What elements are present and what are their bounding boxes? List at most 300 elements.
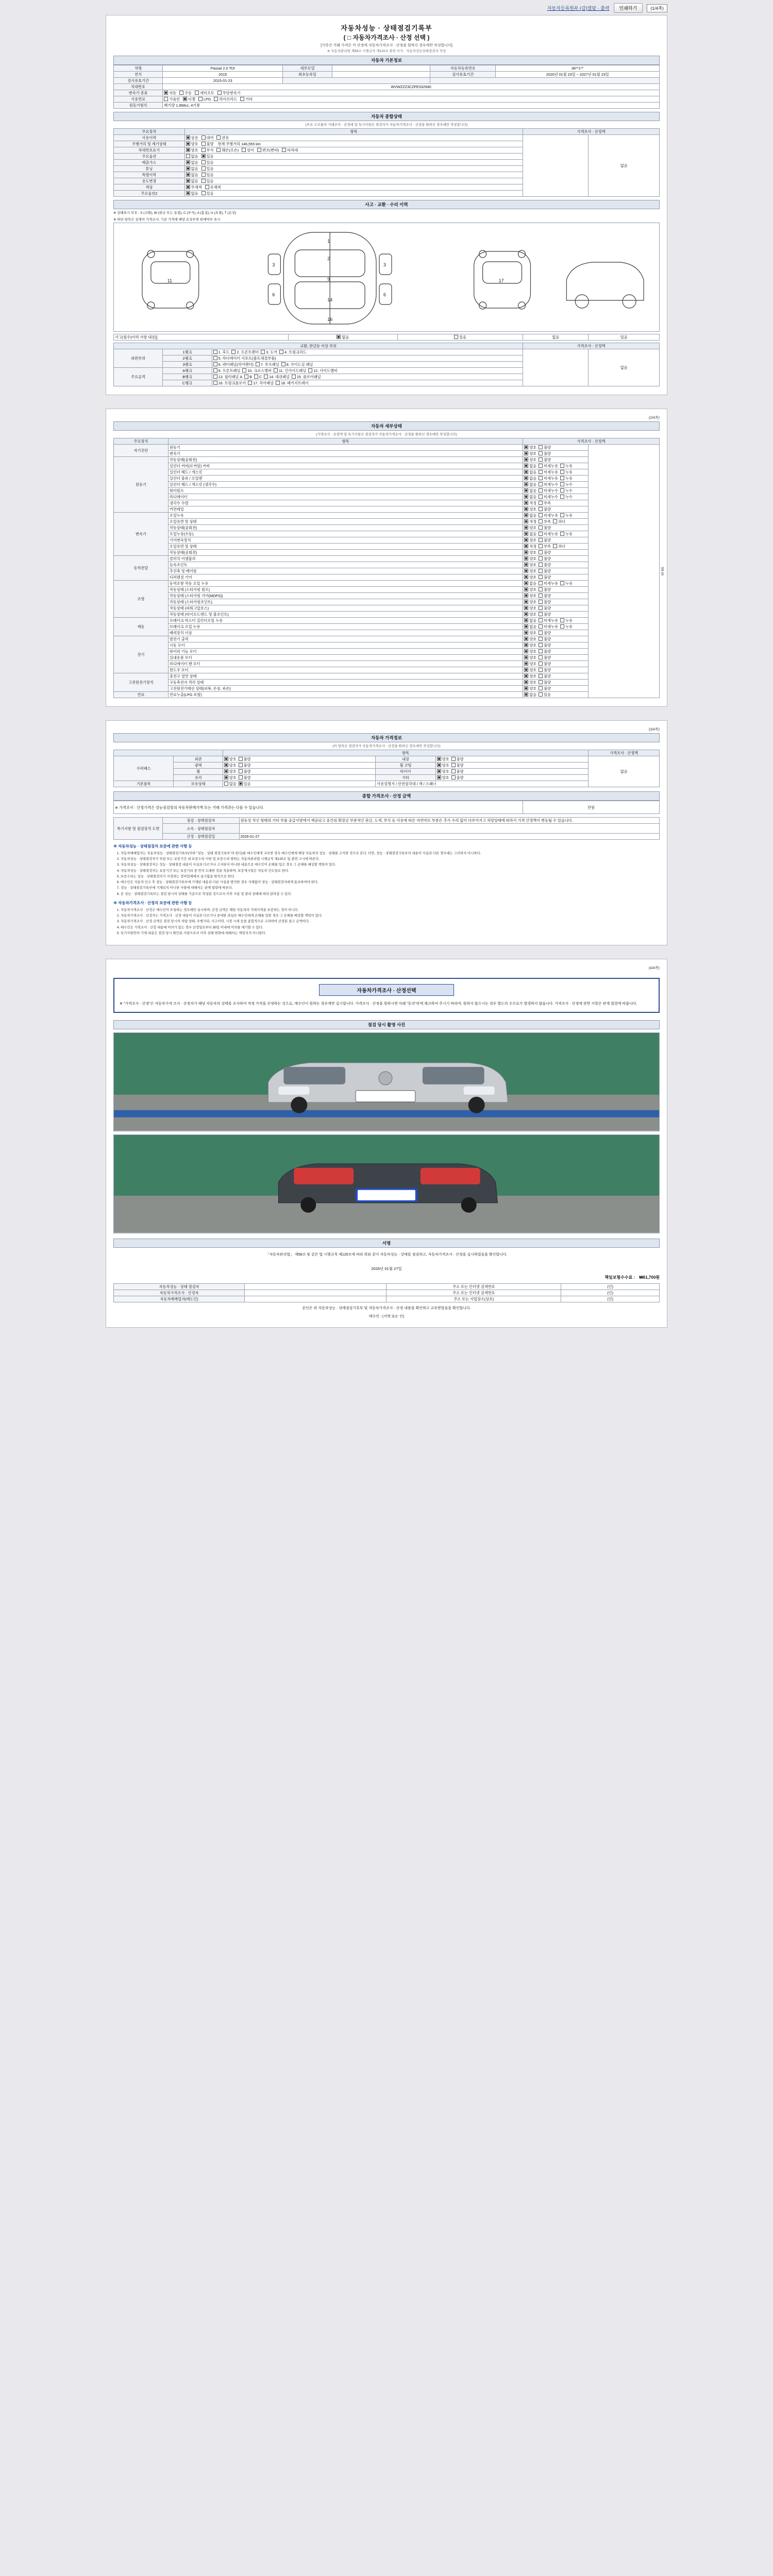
structure-title: 교환, 판금등 이상 부위 <box>114 343 523 349</box>
checkbox-trans-manual[interactable] <box>179 91 183 95</box>
checkbox-vin-other[interactable] <box>282 148 286 152</box>
checkbox-etc-bad[interactable] <box>451 775 456 779</box>
option-label: 부족 <box>544 544 553 549</box>
checkbox-6-4-1[interactable] <box>539 662 543 666</box>
option-label: 양호 <box>529 662 539 666</box>
checkbox-8-0-0[interactable] <box>524 692 528 697</box>
sign-addr-label-1: 주소 또는 인터넷 검색번호 <box>386 1283 561 1290</box>
checkbox-2-4-0[interactable] <box>524 538 528 542</box>
svg-text:14: 14 <box>327 297 333 303</box>
checkbox-2-1-0[interactable] <box>524 519 528 523</box>
row-mileage-options: 양호 불량 현재 주행거리 146,555 km <box>184 141 523 147</box>
option-label: 불량 <box>544 538 553 543</box>
checkbox-4-5-1[interactable] <box>539 612 543 616</box>
detail-group-0: 자기진단 <box>114 445 169 457</box>
checkbox-pol-good[interactable] <box>224 763 228 767</box>
checkbox-wheel-bad[interactable] <box>239 769 243 773</box>
structure-lv-c: C랭크 <box>163 380 212 386</box>
checkbox-s3b[interactable] <box>256 362 260 366</box>
checkbox-special-yes[interactable] <box>201 173 206 177</box>
detail-item-options <box>523 649 589 655</box>
checkbox-4-3-0[interactable] <box>524 600 528 604</box>
checkbox-6-3-1[interactable] <box>539 655 543 659</box>
detail-item-options <box>523 655 589 661</box>
checkbox-special-none[interactable] <box>186 173 190 177</box>
checkbox-hold-yes[interactable] <box>239 782 243 786</box>
detail-group-2: 변속기 <box>114 513 169 556</box>
checkbox-trans-auto[interactable] <box>164 91 168 95</box>
checkbox-1-5-1[interactable] <box>539 488 543 493</box>
row-usage-label: 사용이력 <box>114 135 185 141</box>
checkbox-6-1-1[interactable] <box>539 643 543 647</box>
checkbox-1-4-2[interactable] <box>560 482 564 486</box>
detail-item-options <box>523 451 589 457</box>
value-fuel <box>163 96 660 103</box>
price-opts-wheel: 양호 불량 <box>223 769 376 775</box>
checkbox-2-6-0[interactable] <box>524 550 528 554</box>
checkbox-1-8-0[interactable] <box>524 507 528 511</box>
checkbox-1-4-1[interactable] <box>539 482 543 486</box>
checkbox-color-chromatic[interactable] <box>205 185 209 189</box>
structure-price-head: 가격조사 · 산정액 <box>523 343 660 349</box>
checkbox-trans-semi[interactable] <box>195 91 199 95</box>
checkbox-emission-none[interactable] <box>186 160 190 164</box>
svg-text:9: 9 <box>327 276 330 282</box>
checkbox-2-5-0[interactable] <box>524 544 528 548</box>
checkbox-1-5-2[interactable] <box>560 488 564 493</box>
document-subtitle: ( □ 자동차가격조사 · 산정 선택 ) <box>343 34 430 41</box>
checkbox-fuel-etc[interactable] <box>240 97 244 101</box>
checkbox-6-4-0[interactable] <box>524 662 528 666</box>
checkbox-opt2-none[interactable] <box>186 191 190 195</box>
overall-state-table <box>113 128 660 197</box>
checkbox-7-2-1[interactable] <box>539 686 543 690</box>
checkbox-6-0-0[interactable] <box>524 637 528 641</box>
checkbox-0-0-0[interactable] <box>524 445 528 449</box>
checkbox-0-1-1[interactable] <box>539 451 543 455</box>
sign-stamp-2: (인) <box>561 1290 660 1296</box>
detail-group-3: 동력전달 <box>114 556 169 581</box>
checkbox-usechange-yes[interactable] <box>201 179 206 183</box>
checkbox-s3a[interactable] <box>213 362 217 366</box>
checkbox-s1c[interactable] <box>261 350 265 354</box>
row-special-label: 특별이력 <box>114 172 185 178</box>
label-trans: 변속기 종류 <box>114 90 163 96</box>
checkbox-fuel-lpg[interactable] <box>198 97 203 101</box>
price-grp-basic: 기본품목 <box>114 781 174 787</box>
checkbox-opt2-yes[interactable] <box>201 191 206 195</box>
detail-item-label: 브레이크 오일 누유 <box>168 624 523 630</box>
checkbox-5-0-2[interactable] <box>560 618 564 622</box>
checkbox-sb4[interactable] <box>264 375 268 379</box>
checkbox-tuning-none[interactable] <box>186 166 190 171</box>
detail-group-6: 전기 <box>114 636 169 673</box>
option-label: 불량 <box>544 457 553 462</box>
checkbox-2-3-0[interactable] <box>524 532 528 536</box>
checkbox-3-2-0[interactable] <box>524 569 528 573</box>
label-submodel: 세부모델 <box>283 65 332 72</box>
checkbox-vin-good[interactable] <box>186 148 190 152</box>
detail-item-options <box>523 605 589 612</box>
checkbox-1-6-2[interactable] <box>560 495 564 499</box>
detail-item-label: 작동상태 (스티어링조인트) <box>168 599 523 605</box>
checkbox-1-6-0[interactable] <box>524 495 528 499</box>
option-label: 불량 <box>544 556 553 561</box>
checkbox-4-2-0[interactable] <box>524 594 528 598</box>
checkbox-coat-bad[interactable] <box>451 763 456 767</box>
row-vin-mark-label: 차대번호표기 <box>114 147 185 154</box>
row-opt2-label: 주요옵션2 <box>114 191 185 197</box>
detail-row <box>114 494 660 500</box>
checkbox-0-1-0[interactable] <box>524 451 528 455</box>
checkbox-sc1[interactable] <box>213 381 217 385</box>
checkbox-1-1-2[interactable] <box>560 464 564 468</box>
detail-item-label: 클러치 어셈블리 <box>168 556 523 562</box>
detail-row <box>114 500 660 506</box>
checkbox-usechange-none[interactable] <box>186 179 190 183</box>
checkbox-1-3-2[interactable] <box>560 476 564 480</box>
checkbox-usage-rental[interactable] <box>201 135 206 140</box>
detail-item-options <box>523 612 589 618</box>
checkbox-0-0-1[interactable] <box>539 445 543 449</box>
checkbox-accident-yes[interactable] <box>454 335 458 339</box>
value-carname: Passat 2.0 TDI <box>163 65 283 72</box>
checkbox-3-1-0[interactable] <box>524 563 528 567</box>
checkbox-6-5-0[interactable] <box>524 668 528 672</box>
checkbox-3-0-1[interactable] <box>539 556 543 561</box>
option-label: 없음 <box>529 495 539 499</box>
checkbox-trans-cvt[interactable] <box>217 91 222 95</box>
checkbox-sc2[interactable] <box>248 381 252 385</box>
checkbox-5-2-1[interactable] <box>539 631 543 635</box>
checkbox-2-3-1[interactable] <box>539 532 543 536</box>
checkbox-2-2-1[interactable] <box>539 526 543 530</box>
checkbox-vin-damage[interactable] <box>216 148 221 152</box>
checkbox-color-achromatic[interactable] <box>186 185 190 189</box>
price-opts-tire: 양호 불량 <box>435 769 589 775</box>
option-label: 누유 <box>565 624 575 629</box>
checkbox-7-2-0[interactable] <box>524 686 528 690</box>
detail-item-options <box>523 636 589 642</box>
detail-item-options <box>523 519 589 525</box>
checkbox-vin-diff[interactable] <box>242 148 246 152</box>
checkbox-4-5-0[interactable] <box>524 612 528 616</box>
price-item-etc: 기타 <box>376 775 435 781</box>
accident-legend-1: ※ 상태표시 부호 : X (교환), W (판금 또는 용접), C (부식), A (흠집), U (요철), T (손상) <box>113 211 237 215</box>
price-opts-etc: 양호 불량 <box>435 775 589 781</box>
checkbox-6-2-0[interactable] <box>524 649 528 653</box>
checkbox-5-1-2[interactable] <box>560 624 564 629</box>
checkbox-2-1-1[interactable] <box>539 519 543 523</box>
checkbox-s1a[interactable] <box>213 350 217 354</box>
value-year: 2015 <box>163 72 283 78</box>
option-label: 불량 <box>544 445 553 450</box>
checkbox-5-0-0[interactable] <box>524 618 528 622</box>
hd2-price: 가격조사 · 산정액 <box>523 438 660 445</box>
checkbox-pol-bad[interactable] <box>239 763 243 767</box>
checkbox-7-1-1[interactable] <box>539 680 543 684</box>
label-fuel: 사용연료 <box>114 96 163 103</box>
option-label: 없음 <box>529 692 539 697</box>
value-regno: 36**1** <box>496 65 660 72</box>
checkbox-fuel-diesel[interactable] <box>183 97 187 101</box>
option-label: 누유 <box>565 618 575 623</box>
option-label: 양호 <box>529 612 539 617</box>
checkbox-7-0-0[interactable] <box>524 674 528 678</box>
checkbox-ext-good[interactable] <box>224 757 228 761</box>
checkbox-4-0-2[interactable] <box>560 581 564 585</box>
option-label: 누유 <box>565 464 575 468</box>
checkbox-7-0-1[interactable] <box>539 674 543 678</box>
structure-grp-outer: 외판부위 <box>114 349 163 368</box>
checkbox-3-1-1[interactable] <box>539 563 543 567</box>
photo-front-svg <box>114 1033 659 1131</box>
checkbox-1-7-0[interactable] <box>524 501 528 505</box>
checkbox-2-2-0[interactable] <box>524 526 528 530</box>
option-label: 부족 <box>544 519 553 524</box>
checkbox-vin-alter[interactable] <box>257 148 261 152</box>
detail-item-options <box>523 680 589 686</box>
detail-row <box>114 581 660 587</box>
row-usechange-options: 없음 있음 <box>184 178 523 184</box>
checkbox-2-0-1[interactable] <box>539 513 543 517</box>
section-basic-title: 자동차 기본정보 <box>113 56 660 65</box>
price-opts-hold: 없음 있음 <box>223 781 376 787</box>
option-label: 없음 <box>529 624 539 629</box>
detail-row <box>114 618 660 624</box>
checkbox-opt-yes[interactable] <box>201 154 206 158</box>
checkbox-4-3-1[interactable] <box>539 600 543 604</box>
checkbox-s2a[interactable] <box>213 356 217 360</box>
register-link[interactable]: 자동차등록원부 (갑)열람 · 출력 <box>547 6 610 11</box>
checkbox-5-2-0[interactable] <box>524 631 528 635</box>
checkbox-tire-bad[interactable] <box>451 769 456 773</box>
checkbox-usage-gov[interactable] <box>216 135 221 140</box>
option-label: 불량 <box>544 507 553 512</box>
checkbox-4-4-0[interactable] <box>524 606 528 610</box>
option-label: 미세누수 <box>544 482 560 487</box>
option-label: 과다 <box>558 544 567 549</box>
signature-statement: 「자동차관리법」 제58조 및 같은 법 시행규칙 제120조에 따라 위와 같이 자동차성능 · 상태를 점검하고, 자동차가격조사 · 산정을 실시하였음을 확인합니다. <box>265 1253 508 1257</box>
detail-row <box>114 476 660 482</box>
consent-body: ※ "가격조사 · 산정"은 자동차가격 조사 · 산정자가 해당 자동차의 상태를 조사하여 적정 가격을 산정하는 것으로, 매수인이 원하는 경우에만 실시합니다. 가격조사 · 산정을 원하시면 아래 "동의"란에 체크하여 주시기 바라며, 원하지 않으시는 경우 별도의 수수료가 발생하지 않습니다. 가격조사 · 산정에 관한 사항은 관계 법령에 따릅니다. <box>120 1002 637 1006</box>
checkbox-accident-none[interactable] <box>337 335 341 339</box>
price-total-note: ※ 가격조사 · 산정가격은 성능점검장의 자동차판매가액 또는 거래 가격과는 다를 수 있습니다. <box>114 801 523 814</box>
hd3-items: 항목 <box>223 750 589 756</box>
checkbox-6-2-1[interactable] <box>539 649 543 653</box>
price-item-coat: 휠 코팅 <box>376 762 435 769</box>
option-label: 불량 <box>544 569 553 573</box>
detail-item-label: 오일유면 및 상태 <box>168 544 523 550</box>
checkbox-s3c[interactable] <box>281 362 285 366</box>
option-label: 불량 <box>544 686 553 691</box>
fee-label: 책임보험수수료 : <box>604 1275 635 1280</box>
option-label: 불량 <box>544 550 553 555</box>
option-label: 양호 <box>529 556 539 561</box>
checkbox-emission-yes[interactable] <box>201 160 206 164</box>
checkbox-int-bad[interactable] <box>451 757 456 761</box>
checkbox-ext-bad[interactable] <box>239 757 243 761</box>
checkbox-8-0-1[interactable] <box>539 692 543 697</box>
checkbox-1-2-2[interactable] <box>560 470 564 474</box>
term-item: 1. 자동차매매업자는 자동차성능 · 상태점검기록부(이하 "성능 · 상태 점검기록부"라 한다)를 매수인에게 교부한 경우 매수인에게 해당 자동차의 성능 · 상태를 고지한 것으로 본다. 다만, 성능 · 상태점검기록부의 내용이 사실과 다른 경우에는 그러하지 아니하다. <box>121 851 660 856</box>
checkbox-fuel-gasoline[interactable] <box>164 97 168 101</box>
detail-item-label: 와이퍼 기능 모터 <box>168 649 523 655</box>
checkbox-7-1-0[interactable] <box>524 680 528 684</box>
checkbox-5-1-1[interactable] <box>539 624 543 629</box>
checkbox-1-3-1[interactable] <box>539 476 543 480</box>
detail-row <box>114 661 660 667</box>
checkbox-4-4-1[interactable] <box>539 606 543 610</box>
detail-item-label: 오일누유 <box>168 513 523 519</box>
checkbox-sa1[interactable] <box>213 368 217 372</box>
checkbox-sa4[interactable] <box>308 368 312 372</box>
checkbox-6-1-0[interactable] <box>524 643 528 647</box>
price-opts-interior: 양호 불량 <box>435 756 589 762</box>
checkbox-fuel-hybrid[interactable] <box>214 97 218 101</box>
checkbox-vin-corrosion[interactable] <box>201 148 206 152</box>
structure-items-b: 13. 필러패널 A B C 14. 대쉬패널 15. 플로어패널 <box>212 374 523 380</box>
checkbox-2-6-1[interactable] <box>539 550 543 554</box>
detail-item-label: 작동상태(공회전) <box>168 457 523 463</box>
checkbox-2-0-0[interactable] <box>524 513 528 517</box>
price-survey-consent-box <box>113 978 660 1013</box>
checkbox-1-7-1[interactable] <box>539 501 543 505</box>
checkbox-4-1-0[interactable] <box>524 587 528 591</box>
checkbox-tire-good[interactable] <box>437 769 441 773</box>
option-label: 있음 <box>544 692 553 697</box>
detail-row <box>114 593 660 599</box>
checkbox-usage-commercial[interactable] <box>186 135 190 140</box>
detail-item-label: 윈도우 모터 <box>168 667 523 673</box>
checkbox-4-0-1[interactable] <box>539 581 543 585</box>
checkbox-5-0-1[interactable] <box>539 618 543 622</box>
detail-item-options <box>523 686 589 692</box>
page-badge-4: (4/4쪽) <box>648 967 660 971</box>
option-label: 양호 <box>529 451 539 456</box>
detail-item-label: 작동상태 (타이로드엔드 및 볼조인트) <box>168 612 523 618</box>
checkbox-2-5-1[interactable] <box>539 544 543 548</box>
checkbox-1-0-1[interactable] <box>539 457 543 462</box>
checkbox-5-1-0[interactable] <box>524 624 528 629</box>
checkbox-coat-good[interactable] <box>437 763 441 767</box>
checkbox-1-4-0[interactable] <box>524 482 528 486</box>
consent-title: 자동차가격조사 · 산정선택 <box>319 984 454 996</box>
price-total-title: 종합 가격조사 · 산정 금액 <box>113 791 660 801</box>
detail-group-7: 고전원전기장치 <box>114 673 169 692</box>
detail-row <box>114 519 660 525</box>
detail-row <box>114 469 660 476</box>
checkbox-etc-good[interactable] <box>437 775 441 779</box>
checkbox-2-0-2[interactable] <box>560 513 564 517</box>
structure-lv-b: B랭크 <box>163 374 212 380</box>
checkbox-1-8-1[interactable] <box>539 507 543 511</box>
checkbox-2-4-1[interactable] <box>539 538 543 542</box>
label-blank-1 <box>283 78 430 84</box>
checkbox-sa3[interactable] <box>274 368 278 372</box>
checkbox-sb1[interactable] <box>213 375 217 379</box>
checkbox-sb2[interactable] <box>244 375 248 379</box>
checkbox-1-1-0[interactable] <box>524 464 528 468</box>
option-label: 적정 <box>529 501 539 505</box>
option-label: 없음 <box>529 513 539 518</box>
checkbox-tuning-yes[interactable] <box>201 166 206 171</box>
checkbox-2-1-2[interactable] <box>553 519 557 523</box>
option-label: 없음 <box>529 581 539 586</box>
checkbox-3-3-0[interactable] <box>524 575 528 579</box>
checkbox-sb3[interactable] <box>254 375 258 379</box>
top-toolbar <box>106 0 667 15</box>
checkbox-4-0-0[interactable] <box>524 581 528 585</box>
detail-item-options <box>523 624 589 630</box>
checkbox-sb5[interactable] <box>292 375 296 379</box>
checkbox-1-2-1[interactable] <box>539 470 543 474</box>
checkbox-s1d[interactable] <box>279 350 283 354</box>
row-opt-options: 없음 있음 <box>184 154 523 160</box>
checkbox-s1b[interactable] <box>231 350 236 354</box>
checkbox-3-3-1[interactable] <box>539 575 543 579</box>
checkbox-mileage-bad[interactable] <box>201 142 206 146</box>
checkbox-hold-none[interactable] <box>224 782 228 786</box>
checkbox-6-0-1[interactable] <box>539 637 543 641</box>
option-label: 불량 <box>544 526 553 530</box>
checkbox-sc3[interactable] <box>276 381 280 385</box>
checkbox-sa2[interactable] <box>242 368 246 372</box>
checkbox-wheel-good[interactable] <box>224 769 228 773</box>
checkbox-mileage-good[interactable] <box>186 142 190 146</box>
label-year: 연식 <box>114 72 163 78</box>
checkbox-4-1-1[interactable] <box>539 587 543 591</box>
structure-lv-2: 2랭크 <box>163 355 212 362</box>
checkbox-opt-none[interactable] <box>186 154 190 158</box>
detail-group-8: 연료 <box>114 692 169 698</box>
checkbox-1-0-0[interactable] <box>524 457 528 462</box>
checkbox-2-3-2[interactable] <box>560 532 564 536</box>
detail-row <box>114 537 660 544</box>
checkbox-glass-bad[interactable] <box>239 775 243 779</box>
checkbox-2-5-2[interactable] <box>553 544 557 548</box>
checkbox-3-0-0[interactable] <box>524 556 528 561</box>
row-tuning-options: 없음 있음 <box>184 166 523 172</box>
checkbox-1-2-0[interactable] <box>524 470 528 474</box>
checkbox-1-3-0[interactable] <box>524 476 528 480</box>
detail-row <box>114 513 660 519</box>
checkbox-1-5-0[interactable] <box>524 488 528 493</box>
checkbox-int-good[interactable] <box>437 757 441 761</box>
checkbox-6-5-1[interactable] <box>539 668 543 672</box>
checkbox-4-2-1[interactable] <box>539 594 543 598</box>
checkbox-glass-good[interactable] <box>224 775 228 779</box>
checkbox-1-1-1[interactable] <box>539 464 543 468</box>
price-opts-glass: 양호 불량 <box>223 775 376 781</box>
option-label: 불량 <box>544 631 553 635</box>
checkbox-1-6-1[interactable] <box>539 495 543 499</box>
fee-value: ₩61,700원 <box>639 1275 660 1280</box>
special-notes-table <box>113 817 660 840</box>
checkbox-3-2-1[interactable] <box>539 569 543 573</box>
checkbox-6-3-0[interactable] <box>524 655 528 659</box>
detail-item-options <box>523 642 589 649</box>
label-inspect-date: 검사유효기간 <box>114 78 163 84</box>
print-button[interactable]: 인쇄하기 <box>614 3 643 13</box>
detail-row <box>114 630 660 636</box>
option-label: 양호 <box>529 507 539 512</box>
detail-group-1: 원동기 <box>114 457 169 513</box>
page2-note: (가격조사 · 산정액 및 특기사항은 점검자가 자동차가격조사 · 산정을 원하신 경우에만 작성합니다) <box>316 433 457 436</box>
detail-row <box>114 612 660 618</box>
option-label: 불량 <box>544 600 553 604</box>
detail-row <box>114 655 660 661</box>
